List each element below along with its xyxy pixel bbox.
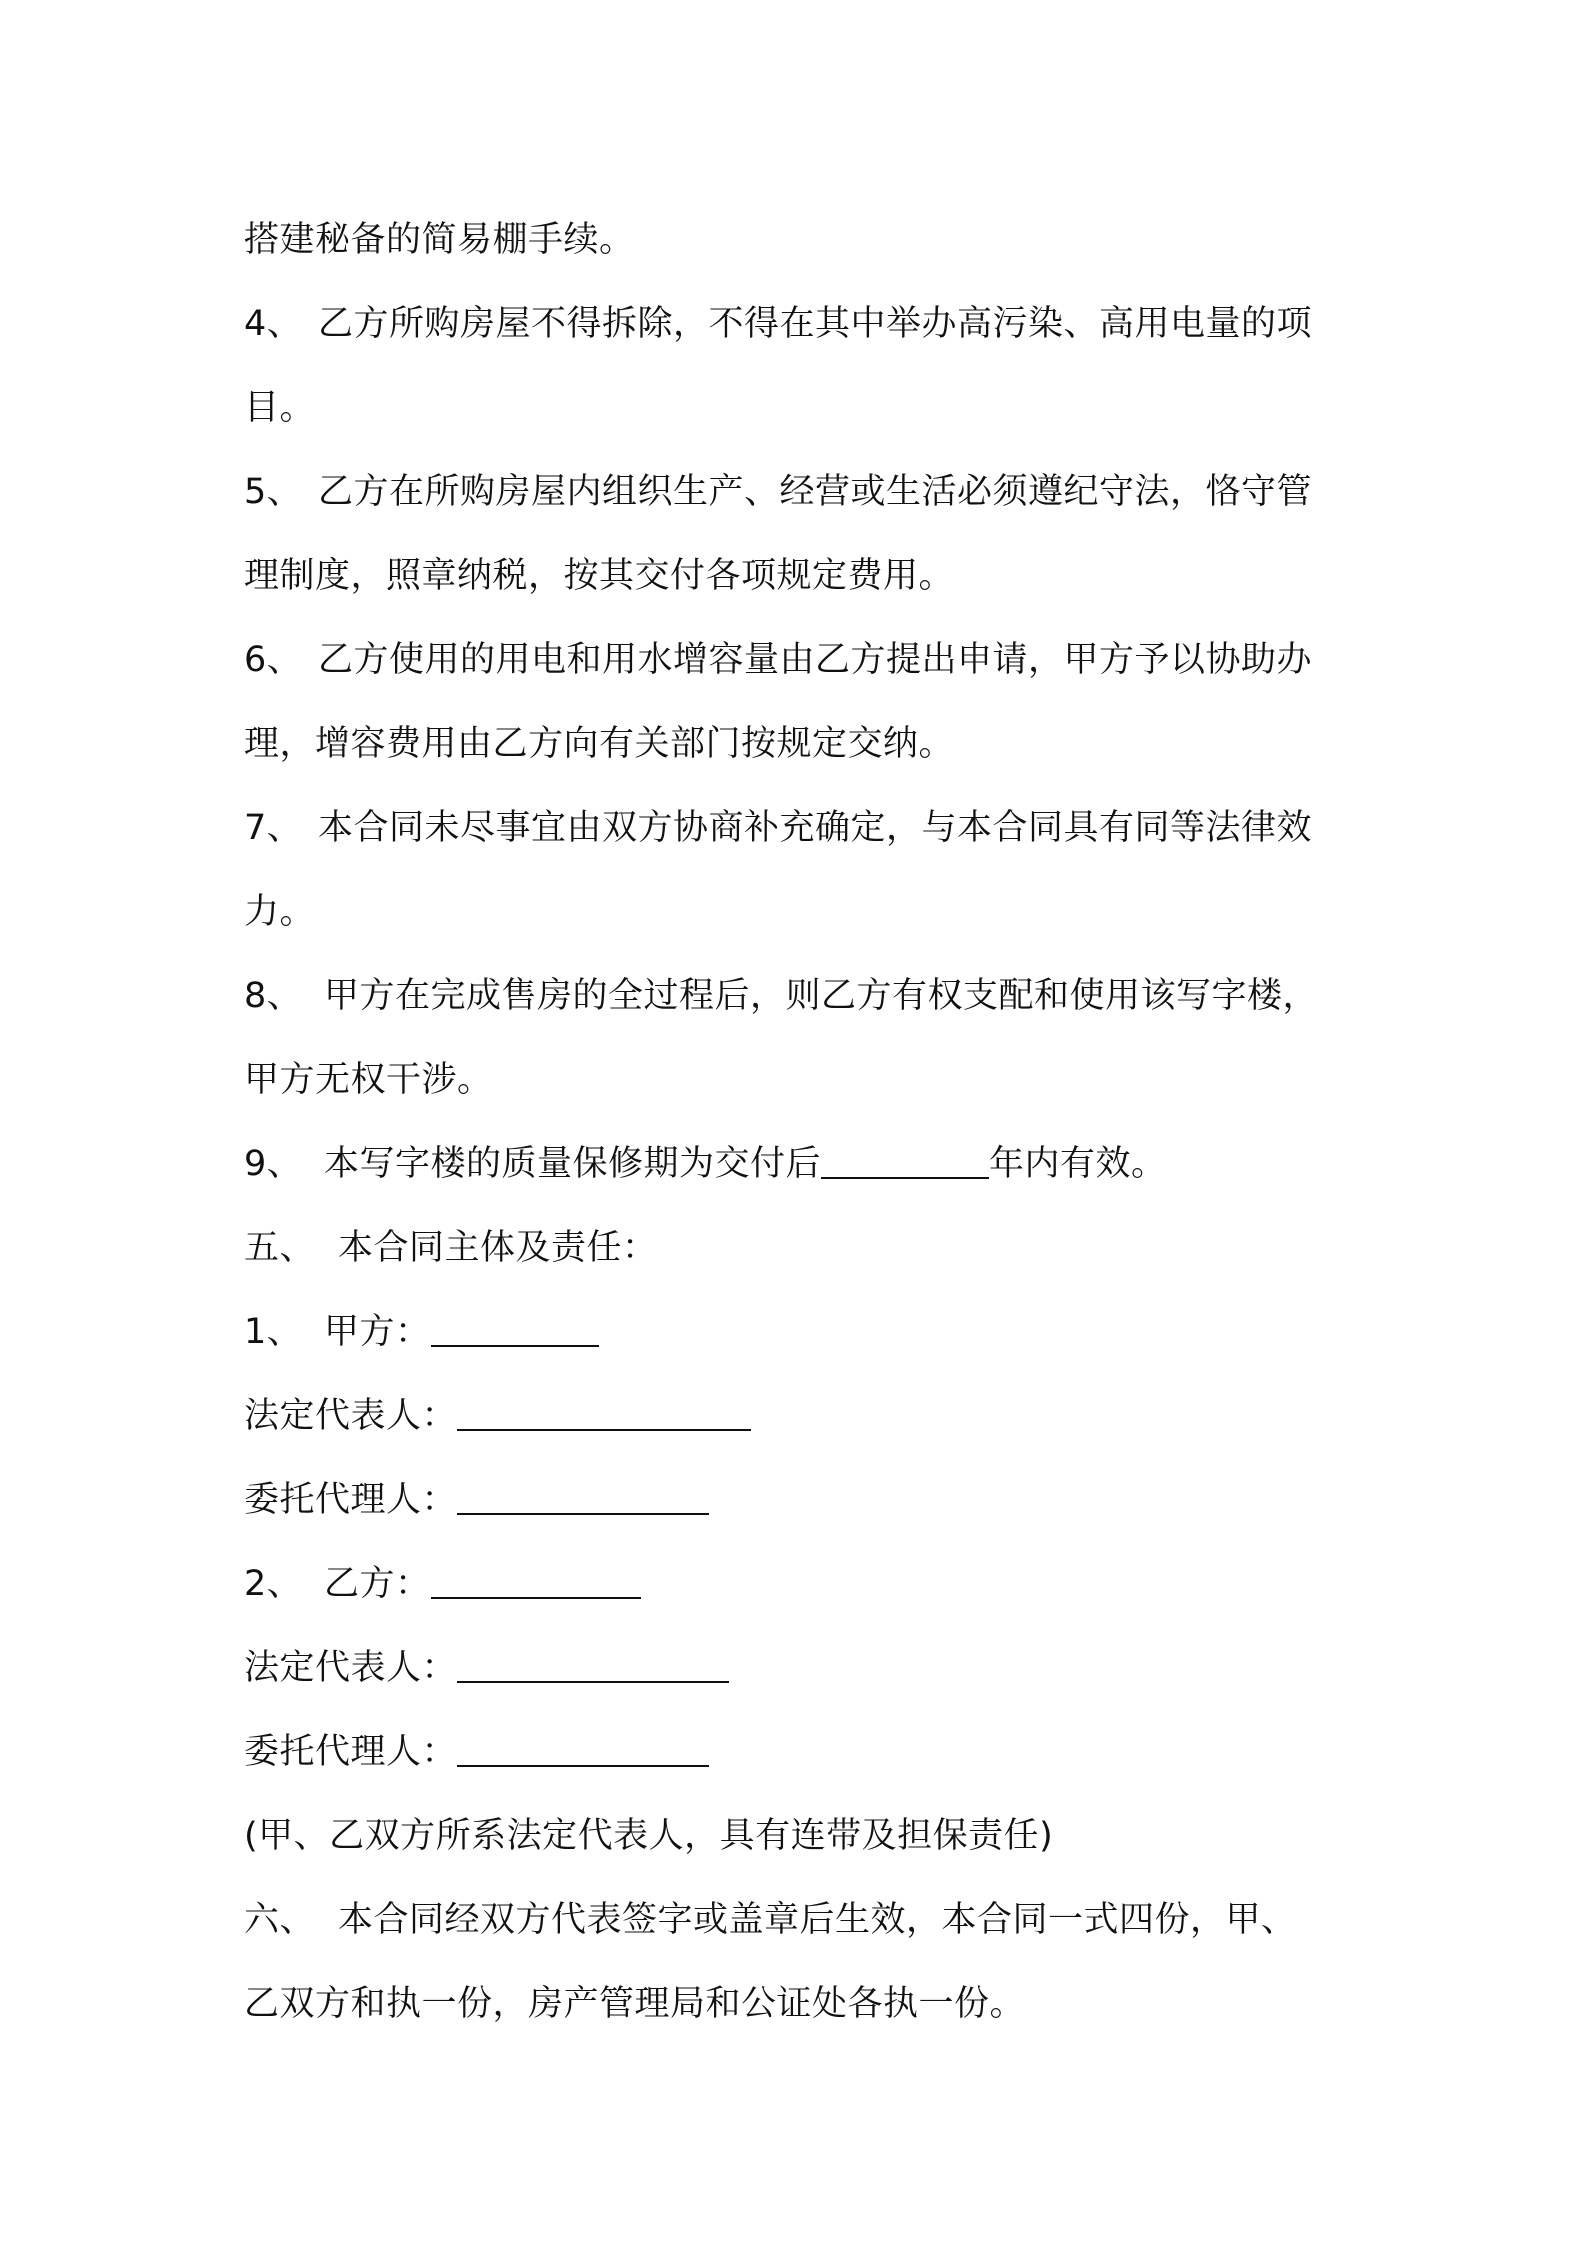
item-number: 2、	[244, 1564, 303, 1604]
clause-text: 本合同未尽事宜由双方协商补充确定，与本合同具有同等法律效	[318, 808, 1313, 848]
warranty-years-blank	[821, 1147, 989, 1179]
paragraph-line	[244, 702, 1364, 786]
party-b-label: 乙方：	[324, 1564, 431, 1604]
line-text: 理，增容费用由乙方向有关部门按规定交纳。	[244, 724, 955, 764]
paragraph-line	[244, 198, 1364, 282]
clause-7	[244, 786, 1364, 870]
clause-9	[244, 1122, 1364, 1206]
party-a-label: 甲方：	[324, 1312, 431, 1352]
clause-number: 5、	[244, 472, 303, 512]
representative-blank	[457, 1651, 729, 1683]
section-number: 六、	[244, 1900, 316, 1940]
clause-5	[244, 450, 1364, 534]
clause-text: 本写字楼的质量保修期为交付后	[324, 1144, 822, 1184]
section-number: 五、	[244, 1228, 316, 1268]
clause-6	[244, 618, 1364, 702]
clause-text: 乙方在所购房屋内组织生产、经营或生活必须遵纪守法，恪守管	[318, 472, 1313, 512]
paragraph-line	[244, 366, 1364, 450]
line-text: 搭建秘备的简易棚手续。	[244, 220, 635, 260]
representative-label: 法定代表人：	[244, 1396, 458, 1436]
party-b-representative-line	[244, 1626, 1364, 1710]
paragraph-line	[244, 1962, 1364, 2046]
party-b-blank	[431, 1567, 641, 1599]
clause-number: 9、	[244, 1144, 303, 1184]
document-body	[244, 198, 1364, 2046]
paragraph-line	[244, 1038, 1364, 1122]
party-b-line	[244, 1542, 1364, 1626]
section-heading	[244, 1878, 1364, 1962]
clause-8	[244, 954, 1364, 1038]
line-text: 力。	[244, 892, 316, 932]
clause-text: 乙方使用的用电和用水增容量由乙方提出申请，甲方予以协助办	[318, 640, 1313, 680]
party-a-line	[244, 1290, 1364, 1374]
party-a-blank	[431, 1315, 599, 1347]
clause-number: 7、	[244, 808, 303, 848]
line-text: 乙双方和执一份，房产管理局和公证处各执一份。	[244, 1984, 1026, 2024]
paragraph-line	[244, 870, 1364, 954]
agent-label: 委托代理人：	[244, 1480, 458, 1520]
section-title: 本合同主体及责任：	[338, 1228, 658, 1268]
section-text: 本合同经双方代表签字或盖章后生效，本合同一式四份，甲、	[338, 1900, 1297, 1940]
clause-number: 4、	[244, 304, 303, 344]
section-heading	[244, 1206, 1364, 1290]
clause-text: 甲方在完成售房的全过程后，则乙方有权支配和使用该写字楼，	[324, 976, 1319, 1016]
agent-blank	[457, 1735, 709, 1767]
item-number: 1、	[244, 1312, 303, 1352]
clause-text: 乙方所购房屋不得拆除，不得在其中举办高污染、高用电量的项	[318, 304, 1313, 344]
line-text: 理制度，照章纳税，按其交付各项规定费用。	[244, 556, 955, 596]
line-text: 甲方无权干涉。	[244, 1060, 493, 1100]
agent-label: 委托代理人：	[244, 1732, 458, 1772]
agent-blank	[457, 1483, 709, 1515]
note-text: (甲、乙双方所系法定代表人，具有连带及担保责任)	[244, 1816, 1054, 1856]
paragraph-line	[244, 534, 1364, 618]
representative-label: 法定代表人：	[244, 1648, 458, 1688]
clause-number: 6、	[244, 640, 303, 680]
line-text: 目。	[244, 388, 316, 428]
representative-blank	[457, 1399, 751, 1431]
clause-number: 8、	[244, 976, 303, 1016]
party-a-representative-line	[244, 1374, 1364, 1458]
party-a-agent-line	[244, 1458, 1364, 1542]
clause-4	[244, 282, 1364, 366]
clause-text-suffix: 年内有效。	[989, 1144, 1167, 1184]
party-b-agent-line	[244, 1710, 1364, 1794]
liability-note	[244, 1794, 1364, 1878]
